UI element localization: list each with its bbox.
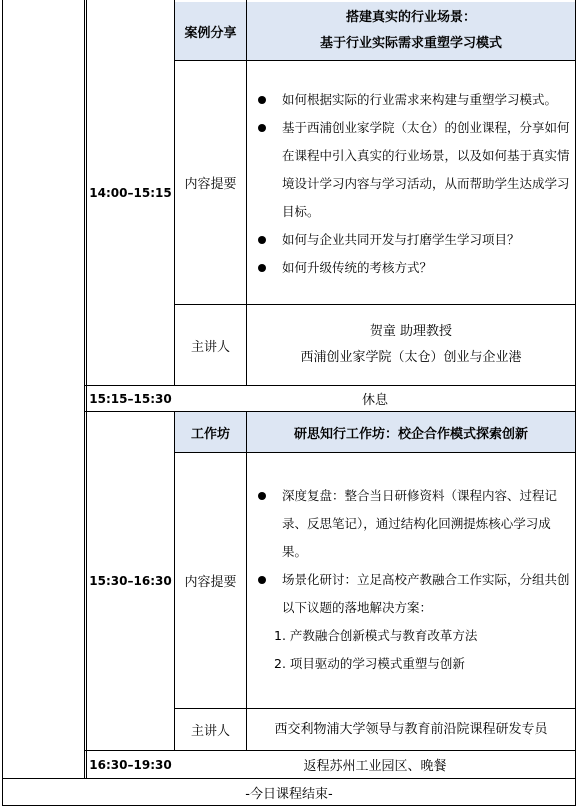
- table-border-left: [2, 0, 3, 806]
- table-border-right: [575, 0, 576, 806]
- case-speaker: [247, 305, 575, 385]
- case-type-label: 案例分享: [184, 25, 237, 41]
- list-item: 如何与企业共同开发与打磨学生学习项目？: [248, 226, 572, 254]
- workshop-type-label: 工作坊: [190, 426, 230, 442]
- case-title: [247, 2, 575, 60]
- workshop-title: 研思知行工作坊：校企合作模式探索创新: [293, 426, 528, 442]
- day-end-footer: -今日课程结束-: [245, 786, 333, 802]
- case-title-line2: 基于行业实际需求重塑学习模式: [319, 36, 502, 51]
- break-text: 休息: [361, 393, 388, 408]
- workshop-speaker-label: 主讲人: [190, 724, 230, 739]
- time-workshop: 15:30–16:30: [89, 574, 172, 588]
- case-content-label: 内容提要: [184, 177, 237, 192]
- time-return: 16:30–19:30: [89, 757, 172, 772]
- case-speaker-name: 贺童 助理教授: [369, 324, 453, 339]
- case-speaker-org: 西浦创业家学院（太仓）创业与企业港: [300, 350, 522, 365]
- table-border-bottom: [2, 805, 576, 806]
- workshop-sub-list: [248, 622, 572, 678]
- list-item: 1. 产教融合创新模式与教育改革方法: [274, 628, 478, 643]
- col-divider-content-2: [246, 411, 247, 751]
- list-item: 如何升级传统的考核方式？: [248, 254, 572, 282]
- workshop-bullet-list: [248, 482, 572, 622]
- return-text: 返程苏州工业园区、晚餐: [303, 759, 447, 774]
- case-speaker-label: 主讲人: [190, 339, 230, 355]
- time-case: 14:00–15:15: [89, 185, 172, 200]
- list-item: 如何根据实际的行业需求来构建与重塑学习模式。: [248, 86, 572, 114]
- time-break: 15:15–15:30: [89, 391, 172, 406]
- case-bullet-list: [248, 86, 572, 282]
- list-item: 基于西浦创业家学院（太仓）的创业课程，分享如何在课程中引入真实的行业场景，以及如何基于真实情境设计学习内容与学习活动，从而帮助学生达成学习目标。: [248, 114, 572, 226]
- col-divider-time: [84, 0, 85, 779]
- list-item: 深度复盘：整合当日研修资料（课程内容、过程记录、反思笔记），通过结构化回溯提炼核心学习成果。: [248, 482, 572, 566]
- list-item: 2. 项目驱动的学习模式重塑与创新: [274, 656, 465, 671]
- workshop-speaker: 西交利物浦大学领导与教育前沿院课程研发专员: [274, 721, 548, 737]
- case-title-line1: 搭建真实的行业场景：: [345, 10, 476, 25]
- list-item: 场景化研讨：立足高校产教融合工作实际，分组共创以下议题的落地解决方案：: [248, 566, 572, 622]
- workshop-content-label: 内容提要: [184, 575, 237, 590]
